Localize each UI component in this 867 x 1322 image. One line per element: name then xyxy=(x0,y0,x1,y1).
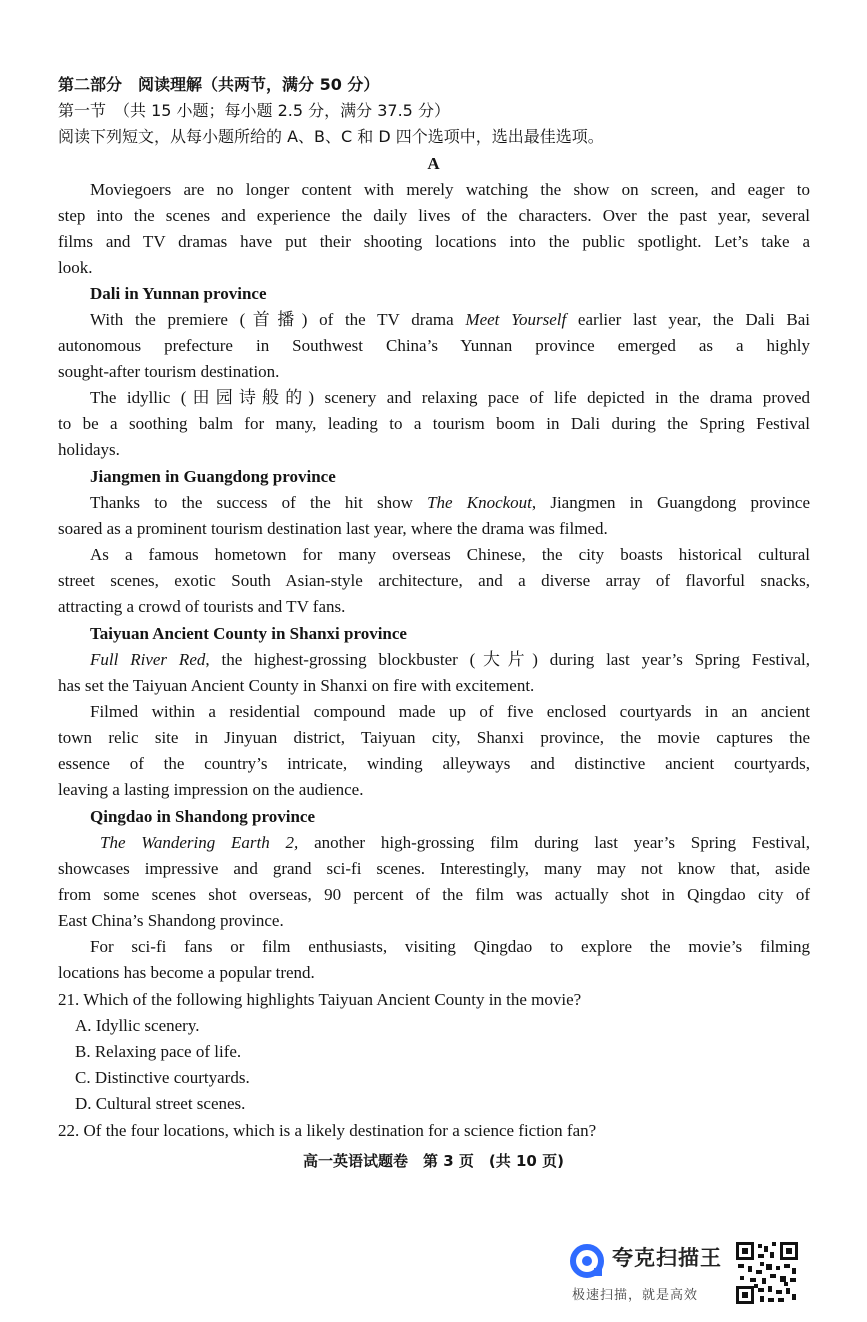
paragraph-line: soared as a prominent tourism destination last year, where the drama was filmed. xyxy=(58,519,608,538)
paragraph-line: Thanks to the success of the hit show The Knockout, Jiangmen in Guangdong province xyxy=(90,493,810,512)
paragraph-line: town relic site in Jinyuan district, Taiyuan city, Shanxi province, the movie captures the xyxy=(58,728,810,747)
option-d: D. Cultural street scenes. xyxy=(75,1094,246,1113)
intro-line: films and TV dramas have put their shooting locations into the public spotlight. Let’s take a xyxy=(58,232,810,251)
paragraph-line: East China’s Shandong province. xyxy=(58,911,284,930)
paragraph-line: autonomous prefecture in Southwest China’s Yunnan province emerged as a highly xyxy=(58,336,810,355)
paragraph-line: to be a soothing balm for many, leading to a tourism boom in Dali during the Spring Festival xyxy=(58,414,810,433)
intro-line: Moviegoers are no longer content with merely watching the show on screen, and eager to xyxy=(90,180,810,199)
option-b: B. Relaxing pace of life. xyxy=(75,1042,242,1061)
paragraph-line: has set the Taiyuan Ancient County in Shanxi on fire with excitement. xyxy=(58,676,535,695)
paragraph-line: holidays. xyxy=(58,440,120,459)
paragraph-line: Full River Red, the highest-grossing blockbuster (大片) during last year’s Spring Festival, xyxy=(90,650,811,669)
section-heading-qingdao: Qingdao in Shandong province xyxy=(90,807,316,826)
question-21: 21. Which of the following highlights Taiyuan Ancient County in the movie? xyxy=(58,990,582,1009)
film-title: Full River Red xyxy=(90,650,206,669)
passage-label: A xyxy=(427,154,440,173)
paragraph-line: For sci-fi fans or film enthusiasts, visiting Qingdao to explore the movie’s filming xyxy=(90,937,810,956)
option-c: C. Distinctive courtyards. xyxy=(75,1068,250,1087)
paragraph-line: attracting a crowd of tourists and TV fans. xyxy=(58,597,346,616)
drama-title: Meet Yourself xyxy=(465,310,567,329)
paragraph-line: With the premiere (首播) of the TV drama Meet Yourself earlier last year, the Dali Bai xyxy=(90,310,810,329)
section-heading-dali: Dali in Yunnan province xyxy=(90,284,267,303)
page-footer: 高一英语试题卷 第 3 页 (共 10 页) xyxy=(303,1152,564,1170)
question-22: 22. Of the four locations, which is a likely destination for a science fiction fan? xyxy=(58,1121,597,1140)
qr-code-icon xyxy=(734,1240,800,1306)
paragraph-line: locations has become a popular trend. xyxy=(58,963,315,982)
paragraph-line: leaving a lasting impression on the audience. xyxy=(58,780,364,799)
intro-line: step into the scenes and experience the daily lives of the characters. Over the past year, several xyxy=(58,206,810,225)
watermark-title: 夸克扫描王 xyxy=(612,1246,722,1270)
paragraph-line: from some scenes shot overseas, 90 percent of the film was actually shot in Qingdao city of xyxy=(58,885,810,904)
paragraph-line: The idyllic (田园诗般的) scenery and relaxing pace of life depicted in the drama proved xyxy=(90,388,810,407)
section-subtitle: 第一节 （共 15 小题；每小题 2.5 分，满分 37.5 分） xyxy=(58,101,450,120)
paragraph-line: Filmed within a residential compound made up of five enclosed courtyards in an ancient xyxy=(90,702,810,721)
scanner-watermark xyxy=(570,1240,810,1310)
drama-title: The Knockout xyxy=(427,493,532,512)
intro-line: look. xyxy=(58,258,93,277)
paragraph-line: essence of the country’s intricate, winding alleyways and distinctive ancient courtyards, xyxy=(58,754,810,773)
scanner-logo-icon xyxy=(570,1244,604,1278)
paragraph-line: street scenes, exotic South Asian-style architecture, and a diverse array of flavorful snacks, xyxy=(58,571,810,590)
paragraph-line: As a famous hometown for many overseas Chinese, the city boasts historical cultural xyxy=(90,545,810,564)
paragraph-line: showcases impressive and grand sci-fi scenes. Interestingly, many may not know that, aside xyxy=(58,859,810,878)
instruction: 阅读下列短文，从每小题所给的 A、B、C 和 D 四个选项中，选出最佳选项。 xyxy=(58,127,604,146)
option-a: A. Idyllic scenery. xyxy=(75,1016,200,1035)
film-title: The Wandering Earth 2, xyxy=(100,833,299,852)
section-heading-taiyuan: Taiyuan Ancient County in Shanxi province xyxy=(90,624,407,643)
paragraph-line: The Wandering Earth 2, another high-grossing film during last year’s Spring Festival, xyxy=(100,833,810,852)
watermark-subtitle: 极速扫描，就是高效 xyxy=(572,1288,699,1303)
section-heading-jiangmen: Jiangmen in Guangdong province xyxy=(90,467,336,486)
paragraph-line: sought-after tourism destination. xyxy=(58,362,280,381)
part-title: 第二部分 阅读理解（共两节，满分 50 分） xyxy=(58,75,380,94)
